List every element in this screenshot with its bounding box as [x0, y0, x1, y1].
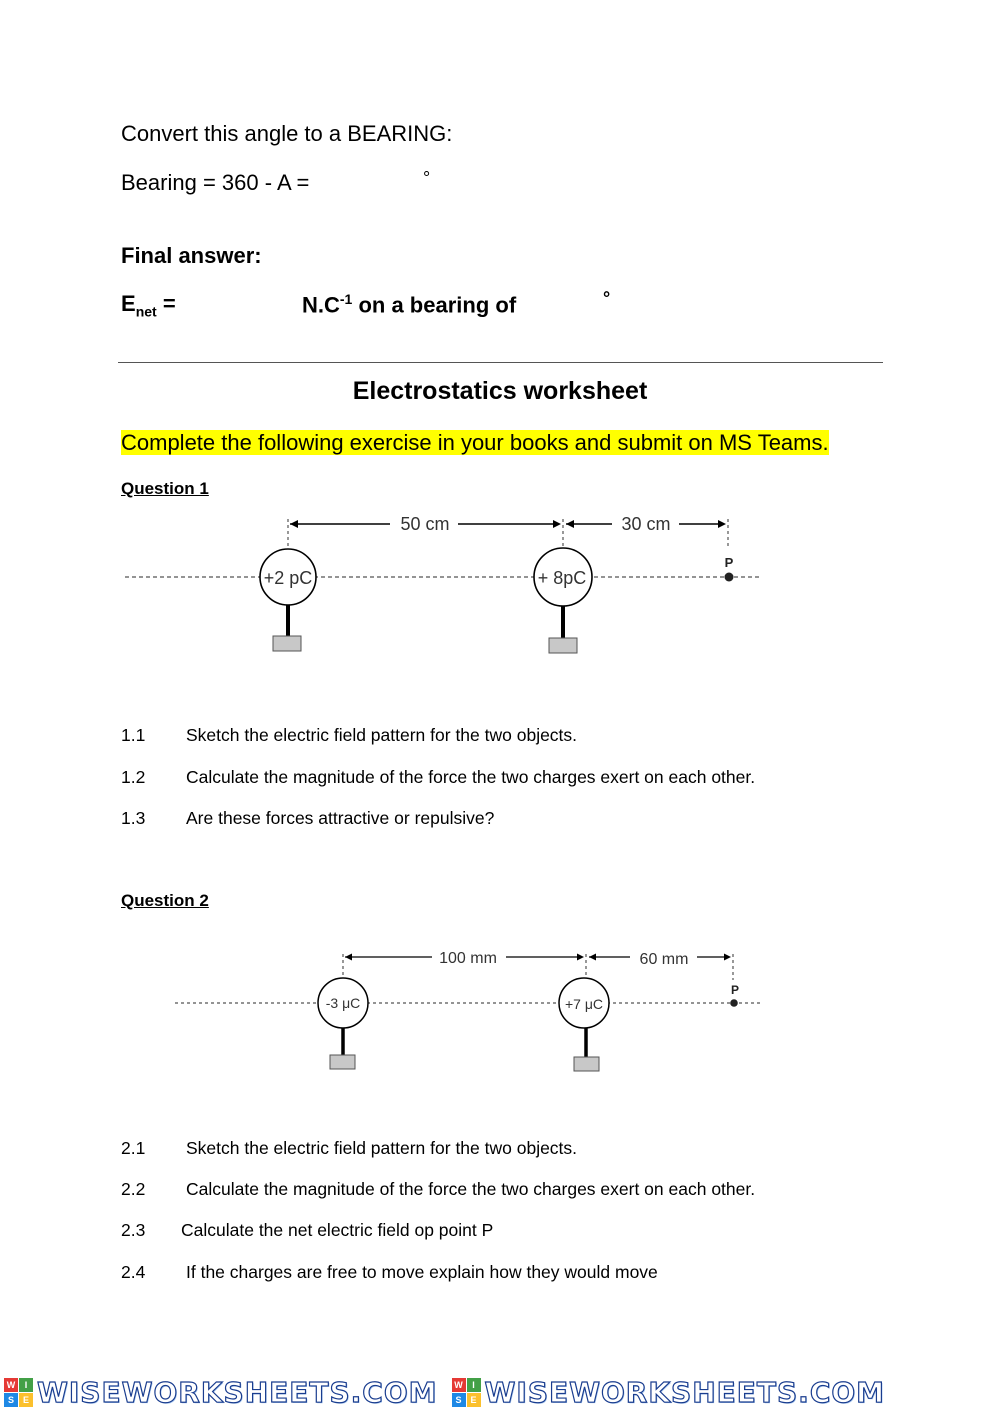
q2-item-text: Sketch the electric field pattern for the two objects. [186, 1138, 578, 1158]
logo-letter: S [4, 1393, 18, 1407]
worksheet-instruction [121, 430, 829, 456]
q1-charge1-label: +2 pC [263, 568, 313, 588]
q1-distance1: 50 cm [400, 514, 450, 534]
watermark-logo-icon [452, 1378, 481, 1407]
worksheet-title: Electrostatics worksheet [352, 377, 648, 405]
instruction-highlight: Complete the following exercise in your books and submit on MS Teams. [121, 430, 829, 455]
q1-distance2: 30 cm [621, 514, 671, 534]
q1-arrow2-left [566, 520, 574, 528]
q1-point-p-label: P [724, 555, 734, 570]
q2-item-number: 2.3 [121, 1220, 146, 1240]
enet-label [121, 291, 176, 319]
question1-heading: Question 1 [121, 479, 209, 498]
q2-distance2: 60 mm [639, 951, 689, 968]
logo-letter: W [4, 1378, 18, 1392]
watermark [452, 1376, 886, 1409]
bearing-degree-symbol: ° [423, 168, 431, 188]
q2-base1 [330, 1055, 355, 1069]
q1-arrow1-left [290, 520, 298, 528]
logo-letter: I [19, 1378, 33, 1392]
question1-diagram [0, 505, 1000, 665]
unit-base: N.C [302, 292, 340, 318]
q2-item-text: Calculate the magnitude of the force the two charges exert on each other. [186, 1179, 756, 1199]
q2-arrow2-right [724, 954, 731, 961]
watermark-text: WISEWORKSHEETS.COM [37, 1376, 438, 1409]
q1-item-number: 1.2 [121, 767, 146, 787]
q2-charge1-label: -3 μC [325, 995, 361, 1011]
q1-item-text: Are these forces attractive or repulsive? [186, 808, 495, 828]
logo-letter: S [452, 1393, 466, 1407]
q2-arrow2-left [589, 954, 596, 961]
logo-letter: E [19, 1393, 33, 1407]
bearing-of-text: on a bearing of [358, 292, 517, 318]
unit-superscript: -1 [339, 291, 353, 307]
q2-arrow1-right [577, 954, 584, 961]
watermark-text: WISEWORKSHEETS.COM [484, 1376, 886, 1409]
bearing-equation: Bearing = 360 - A = [121, 170, 310, 195]
watermark [4, 1376, 438, 1409]
equals-sign: = [162, 291, 176, 316]
question2-diagram [0, 940, 1000, 1080]
q2-base2 [574, 1057, 599, 1071]
q1-point-p [725, 573, 734, 582]
question2-heading: Question 2 [121, 891, 209, 910]
q2-item-text: Calculate the net electric field op point P [181, 1220, 494, 1240]
final-degree-symbol: ° [603, 288, 611, 308]
q2-distance1: 100 mm [439, 950, 497, 967]
q1-item-text: Sketch the electric field pattern for the two objects. [186, 725, 578, 745]
section-divider [118, 362, 883, 363]
q1-charge2-label: + 8pC [537, 568, 587, 588]
q2-item-number: 2.2 [121, 1179, 146, 1199]
q2-point-p-label: P [730, 983, 740, 997]
final-answer-heading: Final answer: [121, 243, 262, 268]
watermark-footer [0, 1372, 1000, 1413]
q2-point-p [730, 999, 738, 1007]
q2-arrow1-left [345, 954, 352, 961]
q1-base1 [273, 636, 301, 651]
q2-item-number: 2.4 [121, 1262, 146, 1282]
logo-letter: I [467, 1378, 481, 1392]
q1-item-text: Calculate the magnitude of the force the two charges exert on each other. [186, 767, 756, 787]
q2-item-text: If the charges are free to move explain how they would move [186, 1262, 658, 1282]
logo-letter: E [467, 1393, 481, 1407]
bearing-instruction: Convert this angle to a BEARING: [121, 121, 453, 146]
unit-and-bearing [302, 291, 516, 318]
q2-item-number: 2.1 [121, 1138, 146, 1158]
logo-letter: W [452, 1378, 466, 1392]
q1-item-number: 1.3 [121, 808, 146, 828]
e-symbol: E [121, 291, 136, 316]
q1-arrow2-right [718, 520, 726, 528]
q2-charge2-label: +7 μC [564, 996, 604, 1012]
watermark-logo-icon [4, 1378, 33, 1407]
q1-base2 [549, 638, 577, 653]
q1-arrow1-right [553, 520, 561, 528]
e-subscript: net [135, 303, 157, 320]
q1-item-number: 1.1 [121, 725, 146, 745]
